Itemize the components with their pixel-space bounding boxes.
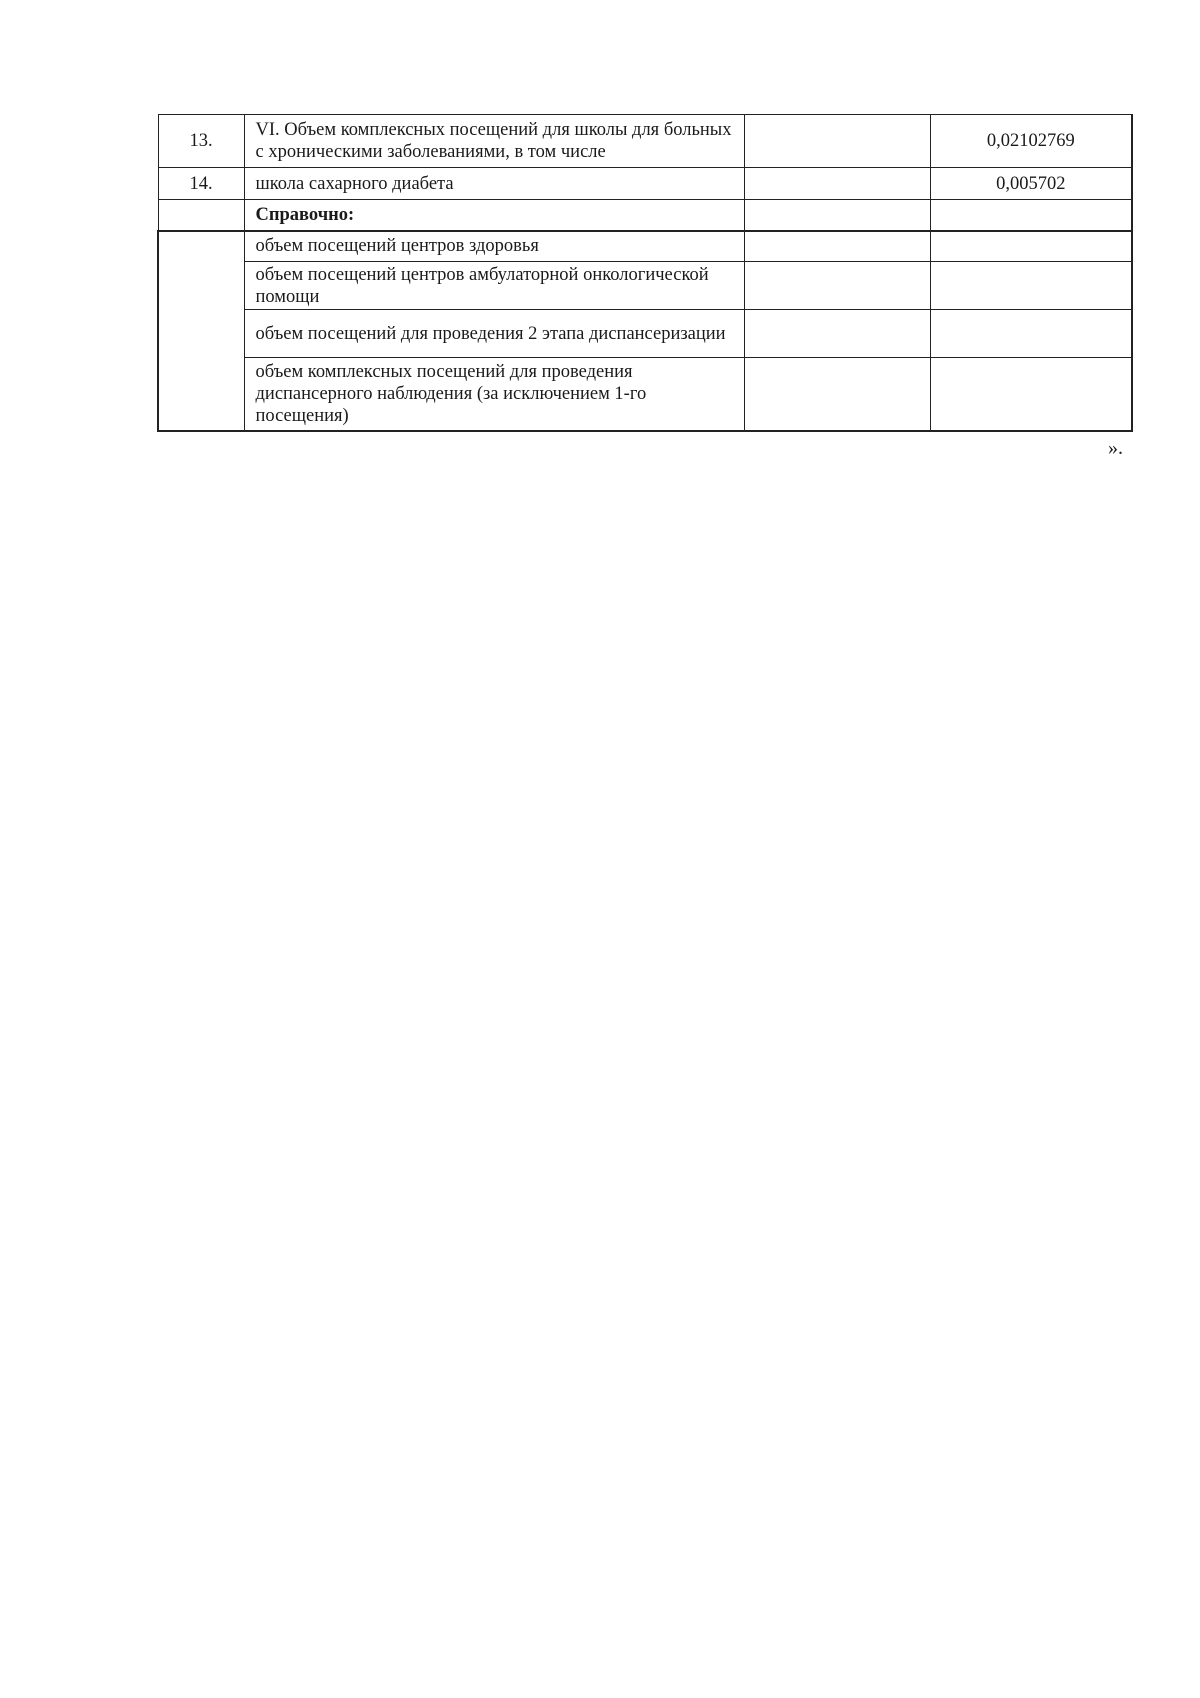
row-label: школа сахарного диабета: [244, 168, 744, 200]
row-number: [158, 200, 244, 231]
row-value: [930, 310, 1132, 358]
table-row: [158, 358, 1132, 431]
reference-heading-row: [158, 200, 1132, 231]
row-label: VI. Объем комплексных посещений для школы для больных с хроническими заболеваниями, в том числе: [244, 115, 744, 168]
row-col3: [744, 262, 930, 310]
row-number: 14.: [158, 168, 244, 200]
row-label: объем посещений центров амбулаторной онкологической помощи: [244, 262, 744, 310]
row-col3: [744, 310, 930, 358]
row-value: [930, 262, 1132, 310]
row-value: [930, 200, 1132, 231]
row-col3: [744, 168, 930, 200]
reference-heading: Справочно:: [244, 200, 744, 231]
row-label: объем комплексных посещений для проведения диспансерного наблюдения (за исключением 1-го посещения): [244, 358, 744, 431]
row-col3: [744, 231, 930, 262]
row-value: 0,005702: [930, 168, 1132, 200]
table-row: [158, 168, 1132, 200]
row-label: объем посещений для проведения 2 этапа диспансеризации: [244, 310, 744, 358]
row-number: 13.: [158, 115, 244, 168]
row-value: [930, 358, 1132, 431]
closing-quote-mark: ».: [1108, 437, 1123, 459]
reference-number-cell: [158, 231, 244, 431]
row-col3: [744, 200, 930, 231]
table-row: [158, 231, 1132, 262]
row-col3: [744, 115, 930, 168]
volume-table: [157, 114, 1133, 432]
table-row: [158, 115, 1132, 168]
table-row: [158, 310, 1132, 358]
row-value: 0,02102769: [930, 115, 1132, 168]
table-row: [158, 262, 1132, 310]
row-value: [930, 231, 1132, 262]
row-label: объем посещений центров здоровья: [244, 231, 744, 262]
row-col3: [744, 358, 930, 431]
